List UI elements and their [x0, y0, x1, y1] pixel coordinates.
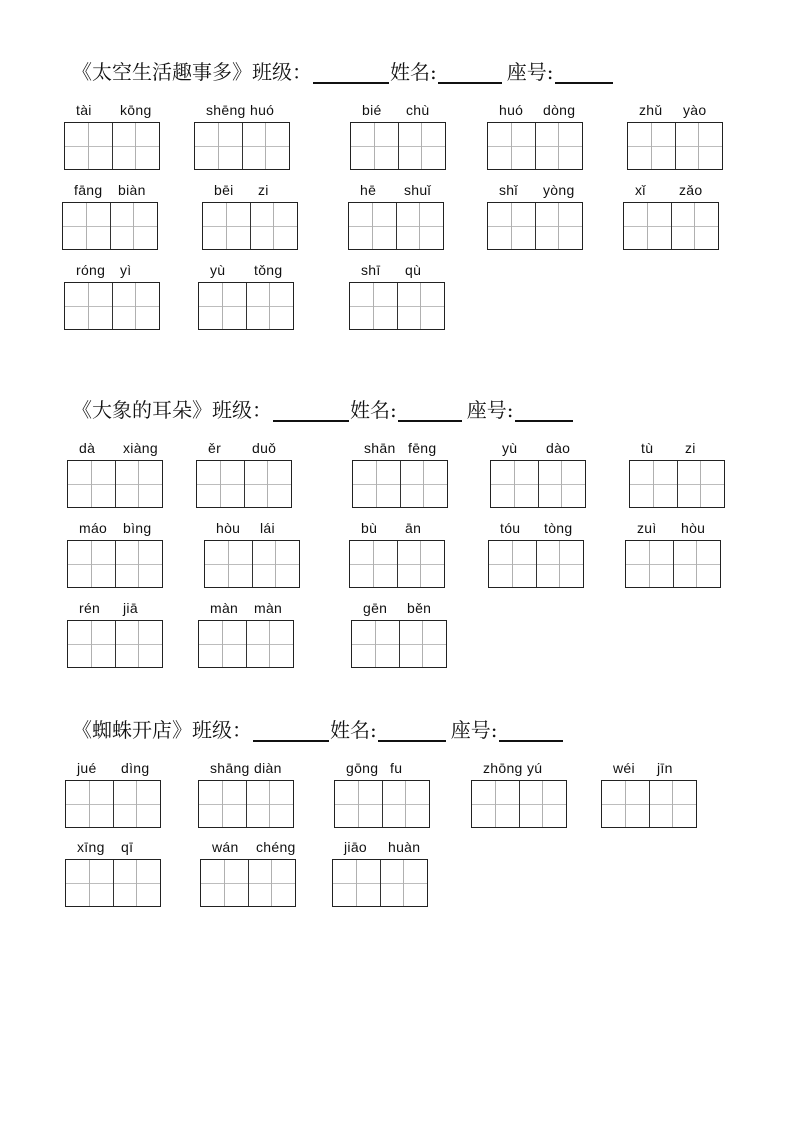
- pinyin-syllable-1: tù: [641, 440, 654, 456]
- character-writing-cell[interactable]: [223, 621, 247, 667]
- character-writing-cell[interactable]: [225, 860, 249, 906]
- tianzige-grid: [627, 122, 723, 170]
- character-writing-cell[interactable]: [137, 781, 160, 827]
- tianzige-grid: [198, 282, 294, 330]
- pinyin-syllable-2: duǒ: [252, 440, 277, 456]
- pinyin-prompt: [64, 262, 162, 282]
- pinyin-prompt: [202, 182, 300, 202]
- pinyin-syllable-2: yú: [527, 760, 543, 776]
- tianzige-grid: [196, 460, 292, 508]
- pinyin-syllable-2: tòng: [544, 520, 573, 536]
- character-writing-cell[interactable]: [353, 461, 377, 507]
- character-writing-cell[interactable]: [89, 123, 113, 169]
- character-writing-cell[interactable]: [221, 461, 245, 507]
- pinyin-syllable-2: qī: [121, 839, 134, 855]
- character-writing-cell[interactable]: [251, 203, 275, 249]
- pinyin-syllable-1: zhǔ: [639, 102, 663, 118]
- tianzige-grid: [194, 122, 290, 170]
- pinyin-prompt: [625, 520, 723, 540]
- tianzige-grid: [623, 202, 719, 250]
- section-header: [72, 60, 614, 84]
- pinyin-prompt: [204, 520, 302, 540]
- character-writing-cell[interactable]: [630, 461, 654, 507]
- pinyin-syllable-1: huó: [499, 102, 524, 118]
- character-writing-cell[interactable]: [401, 461, 425, 507]
- character-writing-cell[interactable]: [247, 621, 271, 667]
- pinyin-prompt: [471, 760, 569, 780]
- character-writing-cell[interactable]: [65, 283, 89, 329]
- character-writing-cell[interactable]: [229, 541, 253, 587]
- character-writing-cell[interactable]: [560, 541, 583, 587]
- pinyin-syllable-1: máo: [79, 520, 108, 536]
- pinyin-prompt: [196, 440, 294, 460]
- pinyin-syllable-1: shēng: [206, 102, 246, 118]
- tianzige-grid: [67, 540, 163, 588]
- pinyin-syllable-1: gōng: [346, 760, 379, 776]
- class-blank[interactable]: [253, 720, 329, 742]
- character-writing-cell[interactable]: [654, 461, 678, 507]
- character-writing-cell[interactable]: [678, 461, 702, 507]
- pinyin-syllable-2: běn: [407, 600, 432, 616]
- pinyin-prompt: [332, 839, 430, 859]
- character-writing-cell[interactable]: [406, 781, 429, 827]
- pinyin-prompt: [67, 600, 165, 620]
- pinyin-syllable-2: chù: [406, 102, 430, 118]
- character-writing-cell[interactable]: [420, 203, 443, 249]
- name-blank[interactable]: [378, 720, 446, 742]
- lesson-title: 《蜘蛛开店》: [72, 718, 192, 742]
- character-writing-cell[interactable]: [87, 203, 111, 249]
- character-writing-cell[interactable]: [376, 621, 400, 667]
- character-writing-cell[interactable]: [134, 203, 157, 249]
- character-writing-cell[interactable]: [539, 461, 563, 507]
- seat-number-blank[interactable]: [515, 400, 573, 422]
- pinyin-prompt: [349, 520, 447, 540]
- tianzige-grid: [202, 202, 298, 250]
- character-writing-cell[interactable]: [536, 123, 560, 169]
- pinyin-syllable-1: tài: [76, 102, 92, 118]
- character-writing-cell[interactable]: [266, 123, 289, 169]
- pinyin-syllable-1: gēn: [363, 600, 388, 616]
- character-writing-cell[interactable]: [270, 283, 293, 329]
- pinyin-syllable-2: jīn: [657, 760, 673, 776]
- pinyin-syllable-1: shǐ: [499, 182, 518, 198]
- character-writing-cell[interactable]: [195, 123, 219, 169]
- character-writing-cell[interactable]: [139, 621, 162, 667]
- pinyin-prompt: [349, 262, 447, 282]
- character-writing-cell[interactable]: [628, 123, 652, 169]
- pinyin-syllable-1: róng: [76, 262, 106, 278]
- tianzige-grid: [348, 202, 444, 250]
- pinyin-syllable-1: wán: [212, 839, 239, 855]
- pinyin-syllable-2: zi: [258, 182, 269, 198]
- tianzige-grid: [332, 859, 428, 907]
- class-label: 班级：: [192, 718, 252, 742]
- character-writing-cell[interactable]: [626, 541, 650, 587]
- character-writing-cell[interactable]: [537, 541, 561, 587]
- tianzige-grid: [488, 540, 584, 588]
- pinyin-syllable-2: yì: [120, 262, 132, 278]
- pinyin-syllable-2: kōng: [120, 102, 152, 118]
- character-writing-cell[interactable]: [113, 123, 137, 169]
- pinyin-syllable-1: shāng: [210, 760, 250, 776]
- character-writing-cell[interactable]: [423, 621, 446, 667]
- character-writing-cell[interactable]: [352, 621, 376, 667]
- character-writing-cell[interactable]: [199, 781, 223, 827]
- name-label: 姓名:: [330, 718, 377, 742]
- character-writing-cell[interactable]: [205, 541, 229, 587]
- seat-number-blank[interactable]: [555, 62, 613, 84]
- pinyin-syllable-1: yù: [210, 262, 226, 278]
- pinyin-syllable-1: shān: [364, 440, 396, 456]
- character-writing-cell[interactable]: [65, 123, 89, 169]
- pinyin-syllable-1: shī: [361, 262, 381, 278]
- tianzige-grid: [349, 540, 445, 588]
- pinyin-syllable-1: xǐ: [635, 182, 646, 198]
- pinyin-prompt: [194, 102, 292, 122]
- pinyin-syllable-1: rén: [79, 600, 101, 616]
- character-writing-cell[interactable]: [536, 203, 560, 249]
- pinyin-syllable-2: shuǐ: [404, 182, 431, 198]
- tianzige-grid: [601, 780, 697, 828]
- character-writing-cell[interactable]: [672, 203, 696, 249]
- character-writing-cell[interactable]: [359, 781, 383, 827]
- pinyin-syllable-2: qù: [405, 262, 422, 278]
- character-writing-cell[interactable]: [350, 283, 374, 329]
- character-writing-cell[interactable]: [701, 461, 724, 507]
- tianzige-grid: [350, 122, 446, 170]
- character-writing-cell[interactable]: [270, 621, 293, 667]
- pinyin-syllable-2: hòu: [681, 520, 706, 536]
- tianzige-grid: [67, 620, 163, 668]
- tianzige-grid: [625, 540, 721, 588]
- character-writing-cell[interactable]: [116, 621, 140, 667]
- character-writing-cell[interactable]: [650, 541, 674, 587]
- character-writing-cell[interactable]: [90, 860, 114, 906]
- character-writing-cell[interactable]: [373, 203, 397, 249]
- pinyin-syllable-1: tóu: [500, 520, 521, 536]
- character-writing-cell[interactable]: [673, 781, 696, 827]
- character-writing-cell[interactable]: [272, 860, 295, 906]
- tianzige-grid: [64, 122, 160, 170]
- pinyin-prompt: [352, 440, 450, 460]
- section-header: [72, 718, 564, 742]
- pinyin-syllable-2: chéng: [256, 839, 296, 855]
- pinyin-prompt: [601, 760, 699, 780]
- tianzige-grid: [487, 122, 583, 170]
- tianzige-grid: [334, 780, 430, 828]
- pinyin-syllable-2: tǒng: [254, 262, 283, 278]
- pinyin-syllable-1: zuì: [637, 520, 657, 536]
- pinyin-syllable-2: dào: [546, 440, 571, 456]
- tianzige-grid: [62, 202, 158, 250]
- character-writing-cell[interactable]: [139, 461, 162, 507]
- pinyin-syllable-1: yù: [502, 440, 518, 456]
- character-writing-cell[interactable]: [400, 621, 424, 667]
- pinyin-syllable-2: zi: [685, 440, 696, 456]
- character-writing-cell[interactable]: [512, 203, 536, 249]
- pinyin-syllable-2: yòng: [543, 182, 575, 198]
- tianzige-grid: [65, 859, 161, 907]
- pinyin-syllable-1: bēi: [214, 182, 234, 198]
- character-writing-cell[interactable]: [676, 123, 700, 169]
- character-writing-cell[interactable]: [559, 123, 582, 169]
- pinyin-syllable-2: huó: [250, 102, 275, 118]
- character-writing-cell[interactable]: [650, 781, 674, 827]
- character-writing-cell[interactable]: [253, 541, 277, 587]
- character-writing-cell[interactable]: [374, 541, 398, 587]
- character-writing-cell[interactable]: [513, 541, 537, 587]
- character-writing-cell[interactable]: [68, 541, 92, 587]
- character-writing-cell[interactable]: [197, 461, 221, 507]
- pinyin-syllable-2: bìng: [123, 520, 152, 536]
- class-blank[interactable]: [273, 400, 349, 422]
- pinyin-prompt: [490, 440, 588, 460]
- pinyin-prompt: [487, 102, 585, 122]
- character-writing-cell[interactable]: [697, 541, 720, 587]
- character-writing-cell[interactable]: [559, 203, 582, 249]
- pinyin-prompt: [351, 600, 449, 620]
- tianzige-grid: [198, 780, 294, 828]
- pinyin-prompt: [487, 182, 585, 202]
- character-writing-cell[interactable]: [114, 860, 138, 906]
- character-writing-cell[interactable]: [489, 541, 513, 587]
- character-writing-cell[interactable]: [381, 860, 405, 906]
- character-writing-cell[interactable]: [223, 283, 247, 329]
- character-writing-cell[interactable]: [562, 461, 585, 507]
- pinyin-prompt: [627, 102, 725, 122]
- tianzige-grid: [352, 460, 448, 508]
- character-writing-cell[interactable]: [66, 860, 90, 906]
- character-writing-cell[interactable]: [199, 621, 223, 667]
- pinyin-syllable-2: yào: [683, 102, 707, 118]
- pinyin-syllable-2: huàn: [388, 839, 421, 855]
- pinyin-syllable-2: màn: [254, 600, 283, 616]
- lesson-title: 《太空生活趣事多》: [72, 60, 252, 84]
- character-writing-cell[interactable]: [276, 541, 299, 587]
- character-writing-cell[interactable]: [383, 781, 407, 827]
- tianzige-grid: [490, 460, 586, 508]
- character-writing-cell[interactable]: [674, 541, 698, 587]
- pinyin-prompt: [198, 262, 296, 282]
- tianzige-grid: [629, 460, 725, 508]
- pinyin-syllable-1: zhōng: [483, 760, 523, 776]
- character-writing-cell[interactable]: [247, 283, 271, 329]
- character-writing-cell[interactable]: [114, 781, 138, 827]
- character-writing-cell[interactable]: [472, 781, 496, 827]
- pinyin-prompt: [488, 520, 586, 540]
- name-blank[interactable]: [398, 400, 462, 422]
- character-writing-cell[interactable]: [424, 461, 447, 507]
- character-writing-cell[interactable]: [397, 203, 421, 249]
- pinyin-syllable-2: xiàng: [123, 440, 158, 456]
- tianzige-grid: [204, 540, 300, 588]
- character-writing-cell[interactable]: [648, 203, 672, 249]
- pinyin-syllable-2: ān: [405, 520, 422, 536]
- name-label: 姓名:: [390, 60, 437, 84]
- pinyin-syllable-1: jiāo: [344, 839, 367, 855]
- pinyin-syllable-1: dà: [79, 440, 96, 456]
- pinyin-prompt: [350, 102, 448, 122]
- character-writing-cell[interactable]: [491, 461, 515, 507]
- tianzige-grid: [67, 460, 163, 508]
- character-writing-cell[interactable]: [136, 123, 159, 169]
- character-writing-cell[interactable]: [349, 203, 373, 249]
- pinyin-syllable-2: dìng: [121, 760, 150, 776]
- character-writing-cell[interactable]: [111, 203, 135, 249]
- character-writing-cell[interactable]: [219, 123, 243, 169]
- character-writing-cell[interactable]: [488, 203, 512, 249]
- pinyin-syllable-1: bù: [361, 520, 378, 536]
- character-writing-cell[interactable]: [626, 781, 650, 827]
- pinyin-syllable-2: fu: [390, 760, 403, 776]
- name-blank[interactable]: [438, 62, 502, 84]
- character-writing-cell[interactable]: [422, 123, 445, 169]
- character-writing-cell[interactable]: [68, 461, 92, 507]
- character-writing-cell[interactable]: [63, 203, 87, 249]
- character-writing-cell[interactable]: [374, 283, 398, 329]
- class-blank[interactable]: [313, 62, 389, 84]
- pinyin-prompt: [65, 839, 163, 859]
- character-writing-cell[interactable]: [247, 781, 271, 827]
- character-writing-cell[interactable]: [274, 203, 297, 249]
- character-writing-cell[interactable]: [543, 781, 566, 827]
- pinyin-syllable-2: jiā: [123, 600, 138, 616]
- pinyin-prompt: [198, 600, 296, 620]
- pinyin-prompt: [623, 182, 721, 202]
- pinyin-prompt: [200, 839, 298, 859]
- character-writing-cell[interactable]: [333, 860, 357, 906]
- pinyin-syllable-1: bié: [362, 102, 382, 118]
- tianzige-grid: [198, 620, 294, 668]
- pinyin-prompt: [65, 760, 163, 780]
- seat-number-blank[interactable]: [499, 720, 563, 742]
- class-label: 班级：: [212, 398, 272, 422]
- pinyin-syllable-1: hòu: [216, 520, 241, 536]
- pinyin-syllable-1: xīng: [77, 839, 105, 855]
- character-writing-cell[interactable]: [699, 123, 722, 169]
- pinyin-prompt: [198, 760, 296, 780]
- pinyin-syllable-1: jué: [77, 760, 97, 776]
- character-writing-cell[interactable]: [652, 123, 676, 169]
- character-writing-cell[interactable]: [421, 541, 444, 587]
- pinyin-prompt: [62, 182, 160, 202]
- character-writing-cell[interactable]: [351, 123, 375, 169]
- pinyin-syllable-1: wéi: [613, 760, 635, 776]
- tianzige-grid: [65, 780, 161, 828]
- pinyin-prompt: [64, 102, 162, 122]
- pinyin-syllable-2: dòng: [543, 102, 576, 118]
- character-writing-cell[interactable]: [488, 123, 512, 169]
- name-label: 姓名:: [350, 398, 397, 422]
- tianzige-grid: [471, 780, 567, 828]
- seat-number-label: 座号:: [506, 60, 554, 84]
- pinyin-syllable-2: fēng: [408, 440, 437, 456]
- character-writing-cell[interactable]: [139, 541, 162, 587]
- character-writing-cell[interactable]: [201, 860, 225, 906]
- tianzige-grid: [487, 202, 583, 250]
- pinyin-syllable-1: fāng: [74, 182, 103, 198]
- tianzige-grid: [349, 282, 445, 330]
- character-writing-cell[interactable]: [270, 781, 293, 827]
- character-writing-cell[interactable]: [92, 621, 116, 667]
- class-label: 班级：: [252, 60, 312, 84]
- character-writing-cell[interactable]: [66, 781, 90, 827]
- pinyin-syllable-2: zǎo: [679, 182, 703, 198]
- seat-number-label: 座号:: [450, 718, 498, 742]
- character-writing-cell[interactable]: [116, 541, 140, 587]
- character-writing-cell[interactable]: [520, 781, 544, 827]
- pinyin-syllable-1: ěr: [208, 440, 222, 456]
- character-writing-cell[interactable]: [203, 203, 227, 249]
- character-writing-cell[interactable]: [245, 461, 269, 507]
- character-writing-cell[interactable]: [512, 123, 536, 169]
- character-writing-cell[interactable]: [335, 781, 359, 827]
- character-writing-cell[interactable]: [398, 283, 422, 329]
- pinyin-syllable-1: màn: [210, 600, 239, 616]
- pinyin-prompt: [348, 182, 446, 202]
- character-writing-cell[interactable]: [357, 860, 381, 906]
- tianzige-grid: [64, 282, 160, 330]
- character-writing-cell[interactable]: [268, 461, 291, 507]
- character-writing-cell[interactable]: [243, 123, 267, 169]
- character-writing-cell[interactable]: [375, 123, 399, 169]
- character-writing-cell[interactable]: [249, 860, 273, 906]
- character-writing-cell[interactable]: [92, 541, 116, 587]
- pinyin-prompt: [334, 760, 432, 780]
- character-writing-cell[interactable]: [496, 781, 520, 827]
- character-writing-cell[interactable]: [113, 283, 137, 329]
- section-header: [72, 398, 574, 422]
- character-writing-cell[interactable]: [116, 461, 140, 507]
- character-writing-cell[interactable]: [136, 283, 159, 329]
- character-writing-cell[interactable]: [90, 781, 114, 827]
- character-writing-cell[interactable]: [602, 781, 626, 827]
- character-writing-cell[interactable]: [404, 860, 427, 906]
- character-writing-cell[interactable]: [199, 283, 223, 329]
- pinyin-prompt: [67, 520, 165, 540]
- character-writing-cell[interactable]: [695, 203, 718, 249]
- pinyin-syllable-2: diàn: [254, 760, 282, 776]
- character-writing-cell[interactable]: [350, 541, 374, 587]
- character-writing-cell[interactable]: [137, 860, 160, 906]
- pinyin-syllable-2: lái: [260, 520, 275, 536]
- character-writing-cell[interactable]: [92, 461, 116, 507]
- character-writing-cell[interactable]: [399, 123, 423, 169]
- pinyin-prompt: [67, 440, 165, 460]
- pinyin-syllable-1: hē: [360, 182, 377, 198]
- character-writing-cell[interactable]: [68, 621, 92, 667]
- character-writing-cell[interactable]: [227, 203, 251, 249]
- character-writing-cell[interactable]: [398, 541, 422, 587]
- character-writing-cell[interactable]: [624, 203, 648, 249]
- tianzige-grid: [200, 859, 296, 907]
- character-writing-cell[interactable]: [377, 461, 401, 507]
- lesson-title: 《大象的耳朵》: [72, 398, 212, 422]
- tianzige-grid: [351, 620, 447, 668]
- character-writing-cell[interactable]: [89, 283, 113, 329]
- seat-number-label: 座号:: [466, 398, 514, 422]
- character-writing-cell[interactable]: [515, 461, 539, 507]
- pinyin-prompt: [629, 440, 727, 460]
- character-writing-cell[interactable]: [223, 781, 247, 827]
- pinyin-syllable-2: biàn: [118, 182, 146, 198]
- character-writing-cell[interactable]: [421, 283, 444, 329]
